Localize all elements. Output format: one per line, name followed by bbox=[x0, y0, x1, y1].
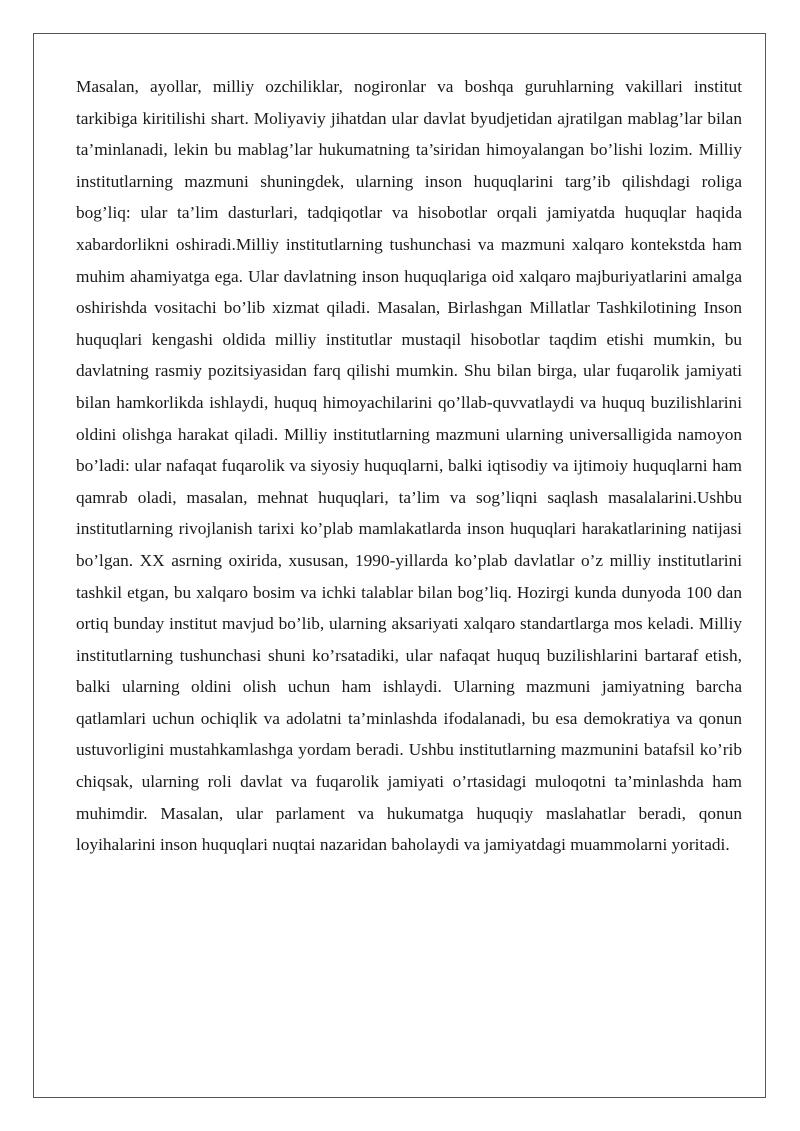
body-paragraph: Masalan, ayollar, milliy ozchiliklar, nogironlar va boshqa guruhlarning vakillari institut tarkibiga kiritilishi shart. Moliyaviy jihatdan ular davlat byudjetidan ajratilgan mablag’lar bilan ta’minlanadi, lekin bu mablag’lar hukumatning ta’siridan himoyalangan bo’lishi lozim. Milliy institutlarning mazmuni shuningdek, ularning inson huquqlarini targ’ib qilishdagi roliga bog’liq: ular ta’lim dasturlari, tadqiqotlar va hisobotlar orqali jamiyatda huquqlar haqida xabardorlikni oshiradi.Milliy institutlarning tushunchasi va mazmuni xalqaro kontekstda ham muhim ahamiyatga ega. Ular davlatning inson huquqlariga oid xalqaro majburiyatlarini amalga oshirishda vositachi bo’lib xizmat qiladi. Masalan, Birlashgan Millatlar Tashkilotining Inson huquqlari kengashi oldida milliy institutlar mustaqil hisobotlar taqdim etishi mumkin, bu davlatning rasmiy pozitsiyasidan farq qilishi mumkin. Shu bilan birga, ular fuqarolik jamiyati bilan hamkorlikda ishlaydi, huquq himoyachilarini qo’llab-quvvatlaydi va huquq buzilishlarini oldini olishga harakat qiladi. Milliy institutlarning mazmuni ularning universalligida namoyon bo’ladi: ular nafaqat fuqarolik va siyosiy huquqlarni, balki iqtisodiy va ijtimoiy huquqlarni ham qamrab oladi, masalan, mehnat huquqlari, ta’lim va sog’liqni saqlash masalalarini.Ushbu institutlarning rivojlanish tarixi ko’plab mamlakatlarda inson huquqlari harakatlarining natijasi bo’lgan. XX asrning oxirida, xususan, 1990-yillarda ko’plab davlatlar o’z milliy institutlarini tashkil etgan, bu xalqaro bosim va ichki talablar bilan bog’liq. Hozirgi kunda dunyoda 100 dan ortiq bunday institut mavjud bo’lib, ularning aksariyati xalqaro standartlarga mos keladi. Milliy institutlarning tushunchasi shuni ko’rsatadiki, ular nafaqat huquq buzilishlarini bartaraf etish, balki ularning oldini olish uchun ham ishlaydi. Ularning mazmuni jamiyatning barcha qatlamlari uchun ochiqlik va adolatni ta’minlashda ifodalanadi, bu esa demokratiya va qonun ustuvorligini mustahkamlashga yordam beradi. Ushbu institutlarning mazmunini batafsil ko’rib chiqsak, ularning roli davlat va fuqarolik jamiyati o’rtasidagi muloqotni ta’minlashda ham muhimdir. Masalan, ular parlament va hukumatga huquqiy maslahatlar beradi, qonun loyihalarini inson huquqlari nuqtai nazaridan baholaydi va jamiyatdagi muammolarni yoritadi. bbox=[76, 77, 742, 855]
